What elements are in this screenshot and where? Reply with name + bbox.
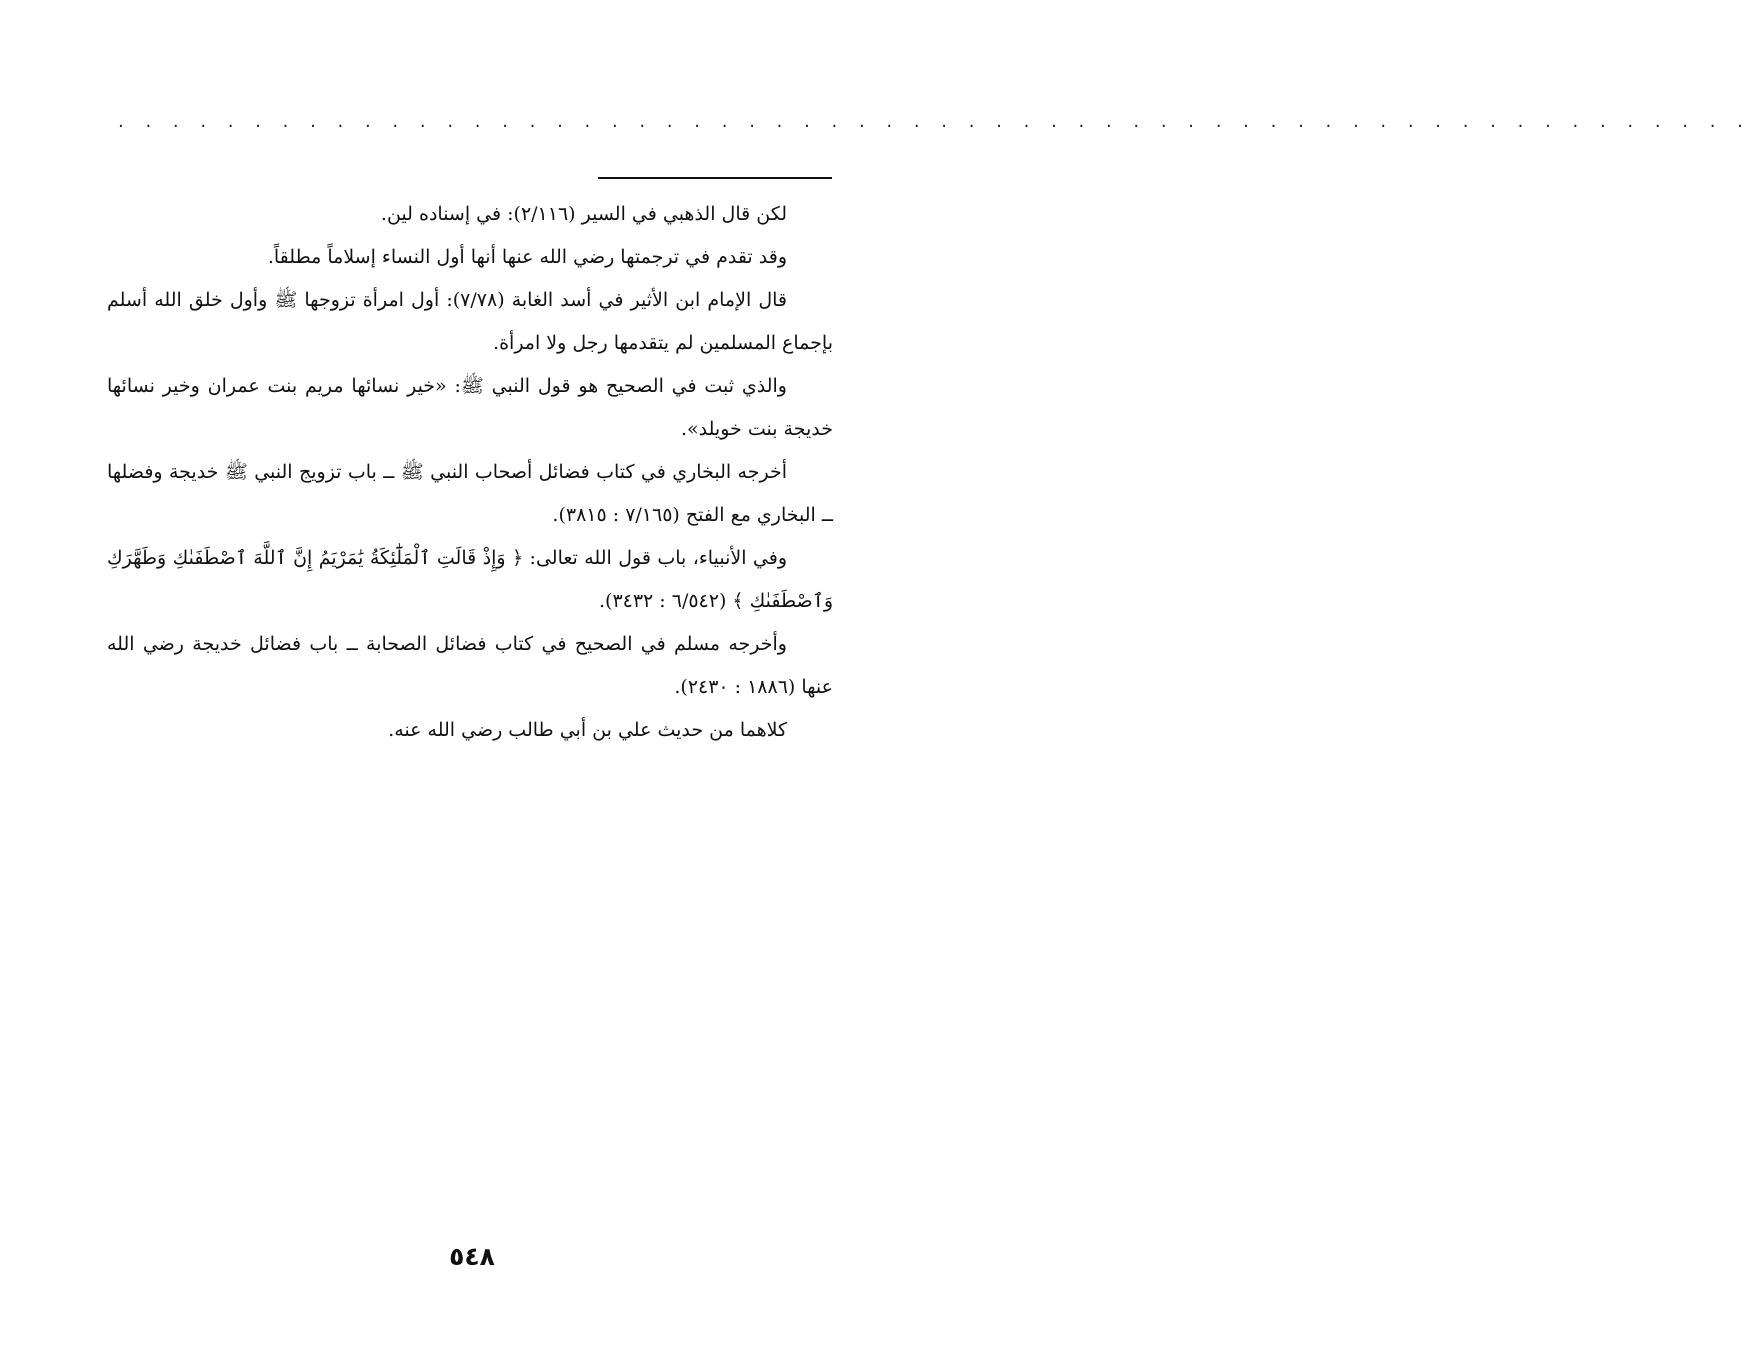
paragraph-4: والذي ثبت في الصحيح هو قول النبي ﷺ: «خير نسائها مريم بنت عمران وخير نسائها خديجة بنت خويلد». (107, 375, 833, 440)
paragraph-7: وأخرجه مسلم في الصحيح في كتاب فضائل الصحابة ــ باب فضائل خديجة رضي الله عنها (١٨٨٦ : ٢٤٣٠). (107, 633, 833, 698)
paragraph-3: قال الإمام ابن الأثير في أسد الغابة (٧/٧٨): أول امرأة تزوجها ﷺ وأول خلق الله أسلم بإجماع المسلمين لم يتقدمها رجل ولا امرأة. (107, 289, 833, 354)
dotted-separator: . . . . . . . . . . . . . . . . . . . . . . . . . . . . . . . . . . . . . . . . . . . . . . . . . . . . . . . . . . . . (118, 111, 1751, 132)
footnote-rule (598, 177, 832, 179)
paragraph-2: وقد تقدم في ترجمتها رضي الله عنها أنها أول النساء إسلاماً مطلقاً. (267, 246, 787, 268)
paragraph-5: أخرجه البخاري في كتاب فضائل أصحاب النبي ﷺ ــ باب تزويج النبي ﷺ خديجة وفضلها ــ البخاري مع الفتح (٧/١٦٥ : ٣٨١٥). (107, 461, 833, 526)
page-number: ٥٤٨ (449, 1242, 495, 1271)
paragraph-6: وفي الأنبياء، باب قول الله تعالى: ﴿ وَإِذْ قَالَتِ ٱلْمَلَٰٓئِكَةُ يَٰمَرْيَمُ إِنَّ ٱللَّهَ ٱصْطَفَىٰكِ وَطَهَّرَكِ وَٱصْطَفَىٰكِ ﴾ (٦/٥٤٢ : ٣٤٣٢). (107, 547, 833, 612)
paragraph-8: كلاهما من حديث علي بن أبي طالب رضي الله عنه. (388, 719, 787, 741)
footnote-text (107, 193, 833, 773)
paragraph-1: لكن قال الذهبي في السير (٢/١١٦): في إسناده لين. (380, 203, 787, 225)
